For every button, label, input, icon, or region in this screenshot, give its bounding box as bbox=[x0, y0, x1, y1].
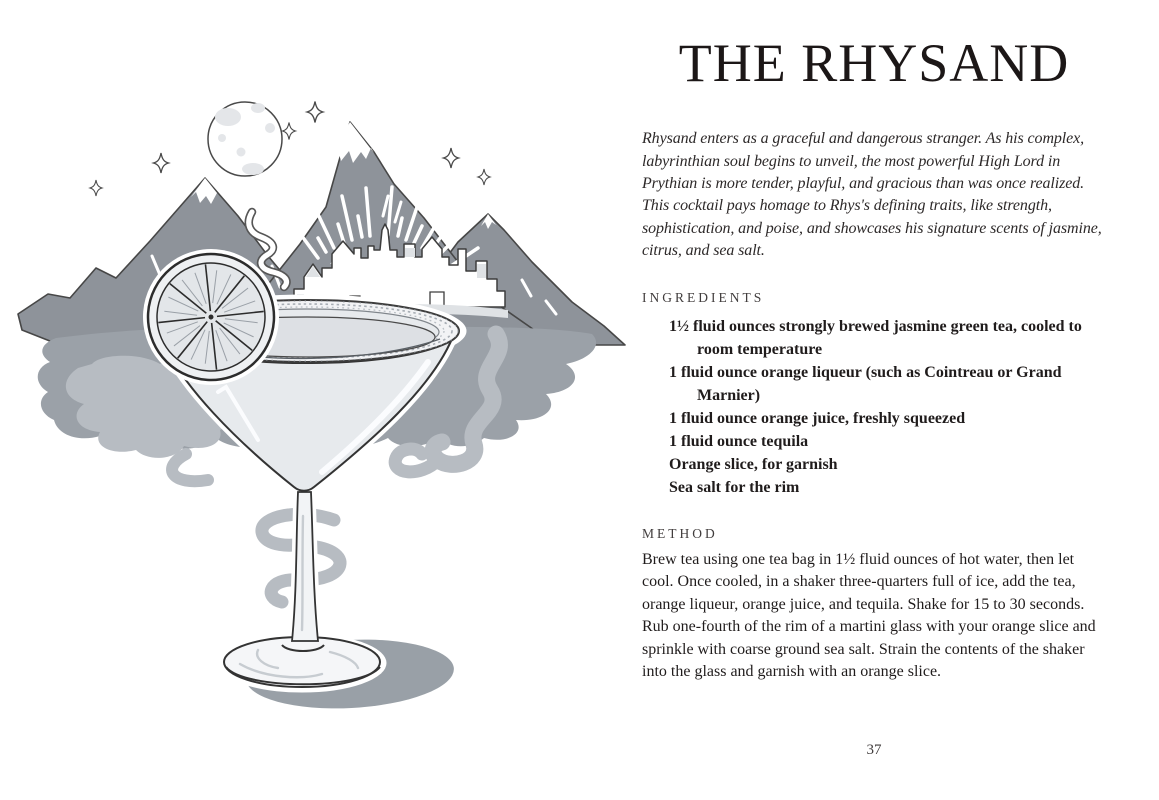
ingredient-item: Orange slice, for garnish bbox=[669, 455, 838, 473]
method-heading: METHOD bbox=[642, 525, 718, 541]
ingredient-item: 1 fluid ounce orange liqueur (such as Cointreau or Grand Marnier) bbox=[669, 363, 1062, 404]
ingredient-item: 1½ fluid ounces strongly brewed jasmine green tea, cooled to room temperature bbox=[669, 317, 1082, 358]
page-title: THE RHYSAND bbox=[678, 33, 1070, 93]
method-text: Brew tea using one tea bag in 1½ fluid ounces of hot water, then let cool. Once cooled, in a shaker three-quarters full of ice, add the tea, orange liqueur, orange juice, and tequila. Shake for 15 to 30 seconds. Rub one-fourth of the rim of a martini glass with your orange slice and sprinkle with coarse ground sea salt. Strain the contents of the shaker into the glass and garnish with an orange slice. bbox=[642, 550, 1096, 681]
recipe-column bbox=[642, 0, 1106, 700]
page-number: 37 bbox=[866, 742, 882, 758]
ingredient-item: 1 fluid ounce orange juice, freshly squeezed bbox=[669, 409, 966, 427]
moon-icon bbox=[208, 102, 282, 176]
ingredient-item: 1 fluid ounce tequila bbox=[669, 432, 809, 450]
recipe-intro: Rhysand enters as a graceful and dangerous stranger. As his complex, labyrinthian soul begins to unveil, the most powerful High Lord in Prythian is more tender, playful, and gracious than was once realized. This cocktail pays homage to Rhys's defining traits, like strength, sophistication, and poise, and showcases his signature scents of jasmine, citrus, and sea salt. bbox=[642, 130, 1102, 260]
ingredients-list bbox=[642, 315, 1106, 499]
ingredients-heading: INGREDIENTS bbox=[642, 289, 765, 305]
ingredient-item: Sea salt for the rim bbox=[669, 478, 800, 496]
sparkle-stars-icon bbox=[90, 102, 490, 197]
